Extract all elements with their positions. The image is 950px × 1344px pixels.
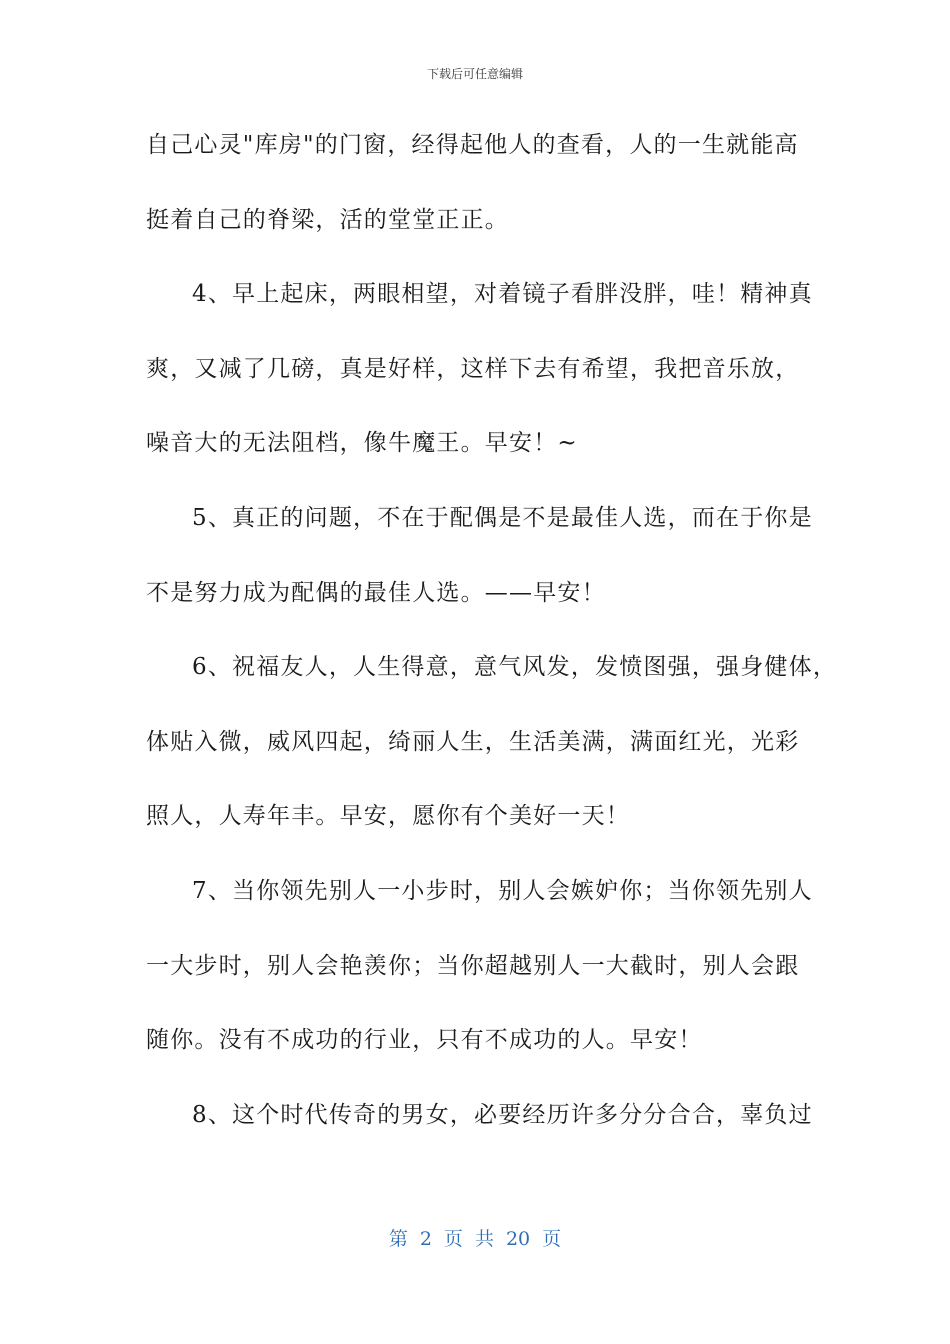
text-line: 噪音大的无法阻档，像牛魔王。早安！~ (146, 430, 578, 457)
paragraph-6-start: 6、祝福友人，人生得意，意气风发，发愤图强，强身健体， (192, 654, 838, 681)
footer-current-page: 2 (419, 1228, 432, 1250)
footer-total-pages: 20 (505, 1228, 531, 1250)
document-body (146, 122, 838, 1166)
text-line: 自己心灵"库房"的门窗，经得起他人的查看，人的一生就能高 (146, 132, 799, 158)
footer-middle: 页 共 (443, 1228, 494, 1250)
page-header: 下载后可任意编辑 (426, 67, 523, 81)
text-line: 爽，又减了几磅，真是好样，这样下去有希望，我把音乐放， (146, 355, 800, 382)
text-line: 照人，人寿年丰。早安，愿你有个美好一天！ (146, 803, 630, 830)
paragraph-7-start: 7、当你领先别人一小步时，别人会嫉妒你；当你领先别人 (192, 877, 813, 904)
text-line: 挺着自己的脊梁，活的堂堂正正。 (146, 206, 509, 233)
paragraph-5-start: 5、真正的问题，不在于配偶是不是最佳人选，而在于你是 (192, 504, 813, 531)
paragraph-8-start: 8、这个时代传奇的男女，必要经历许多分分合合，辜负过 (192, 1101, 813, 1128)
text-line: 不是努力成为配偶的最佳人选。——早安！ (146, 579, 606, 606)
footer-prefix: 第 (388, 1228, 408, 1250)
text-line: 一大步时，别人会艳羡你；当你超越别人一大截时，别人会跟 (146, 952, 800, 979)
paragraph-4-start: 4、早上起床，两眼相望，对着镜子看胖没胖，哇！精神真 (192, 281, 813, 308)
text-line: 随你。没有不成功的行业，只有不成功的人。早安！ (146, 1027, 703, 1054)
page-footer (0, 1226, 950, 1252)
footer-suffix: 页 (542, 1228, 562, 1250)
text-line: 体贴入微，威风四起，绮丽人生，生活美满，满面红光，光彩 (146, 728, 800, 755)
